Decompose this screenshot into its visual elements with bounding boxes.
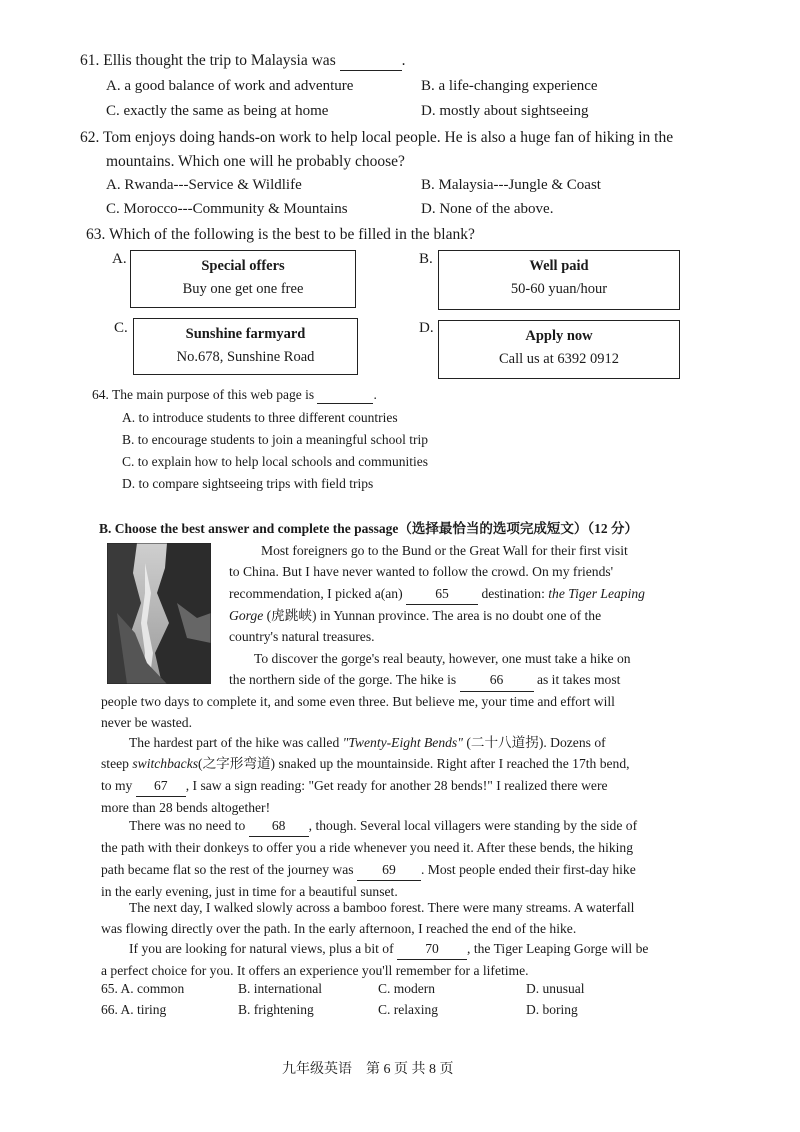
- q65-option-b[interactable]: B. international: [238, 981, 322, 996]
- q61-option-b[interactable]: B. a life-changing experience: [421, 78, 598, 94]
- q62-option-d[interactable]: D. None of the above.: [421, 201, 554, 217]
- q63-option-b-text: 50-60 yuan/hour: [510, 281, 608, 297]
- q63-option-a-box[interactable]: [130, 250, 356, 308]
- q61-stem-text: 61. Ellis thought the trip to Malaysia was: [80, 52, 336, 69]
- p3-line2: [101, 753, 685, 774]
- q63-option-c-box[interactable]: [133, 318, 358, 375]
- p4-line1-text: There was no need to: [129, 818, 246, 833]
- p6-line2: a perfect choice for you. It offers an experience you'll remember for a lifetime.: [101, 963, 529, 979]
- section-b-heading: B. Choose the best answer and complete the passage（选择最恰当的选项完成短文）（12 分）: [99, 521, 638, 536]
- p5-line1: The next day, I walked slowly across a bamboo forest. There were many streams. A waterfall: [129, 900, 635, 915]
- p3-line1-end: (二十八道拐). Dozens of: [466, 735, 606, 750]
- q64-period: .: [373, 387, 377, 402]
- p6-line1-text: If you are looking for natural views, plus a bit of: [129, 941, 394, 956]
- q66-option-d[interactable]: D. boring: [526, 1002, 578, 1017]
- p4-line4: in the early evening, just in time for a beautiful sunset.: [101, 883, 398, 899]
- p2-line2-text: the northern side of the gorge. The hike is: [229, 672, 457, 688]
- p4-line3-text: path became flat so the rest of the journey was: [101, 861, 354, 877]
- p3-line2-steep: steep: [101, 756, 129, 772]
- passage-paragraph-1: [229, 540, 685, 647]
- passage-paragraph-6: [101, 938, 685, 982]
- q63-letter-b: B.: [419, 251, 433, 267]
- p4-line3-end: . Most people ended their first-day hike: [420, 861, 636, 877]
- p3-line3-text: to my: [101, 777, 133, 793]
- p3-line1-text: The hardest part of the hike was called: [129, 735, 340, 750]
- q63-option-a-text: Buy one get one free: [182, 281, 304, 297]
- blank-69: 69: [357, 859, 421, 881]
- q62-option-a[interactable]: A. Rwanda---Service & Wildlife: [106, 177, 302, 193]
- p2-line2-end: as it takes most: [536, 672, 621, 688]
- q62-stem-line1: 62. Tom enjoys doing hands-on work to help local people. He is also a huge fan of hiking in the: [80, 129, 674, 146]
- p2-line4: never be wasted.: [101, 715, 192, 731]
- q63-option-c-title: Sunshine farmyard: [185, 326, 306, 342]
- p1-line1: Most foreigners go to the Bund or the Great Wall for their first visit: [261, 543, 628, 558]
- q63-option-d-text: Call us at 6392 0912: [498, 351, 620, 367]
- q62-stem-line2: mountains. Which one will he probably choose?: [106, 153, 405, 170]
- p6-line1: [101, 938, 685, 960]
- p4-line3: [101, 859, 685, 881]
- p4-line1-end: , though. Several local villagers were standing by the side of: [308, 818, 638, 833]
- p4-line1: [101, 815, 685, 837]
- p1-line3-dest: destination:: [481, 585, 545, 601]
- p3-line1-name: "Twenty-Eight Bends": [342, 735, 463, 750]
- q63-letter-c: C.: [114, 320, 128, 336]
- q64-blank: [317, 387, 373, 404]
- p3-line1: [101, 732, 685, 753]
- q64-stem-text: 64. The main purpose of this web page is: [92, 387, 315, 402]
- q61-blank: [340, 52, 402, 71]
- blank-65: 65: [406, 583, 478, 605]
- blank-67: 67: [136, 775, 186, 797]
- q65-option-d[interactable]: D. unusual: [526, 981, 585, 996]
- p1-line4-text: (虎跳峡) in Yunnan province. The area is no doubt one of the: [266, 607, 602, 623]
- p4-line2: the path with their donkeys to offer you a ride whenever you need it. After these bends, the hiking: [101, 840, 634, 856]
- p3-line2-end: (之字形弯道) snaked up the mountainside. Right after I reached the 17th bend,: [198, 756, 630, 772]
- q66-option-a[interactable]: 66. A. tiring: [101, 1002, 167, 1017]
- q64-option-c[interactable]: C. to explain how to help local schools and communities: [122, 454, 428, 469]
- page-footer: 九年级英语 第 6 页 共 8 页: [282, 1062, 454, 1077]
- q61-option-c[interactable]: C. exactly the same as being at home: [106, 103, 329, 119]
- q63-option-d-box[interactable]: [438, 320, 680, 379]
- passage-paragraph-2-top: [229, 648, 685, 692]
- q63-letter-d: D.: [419, 320, 434, 336]
- q64-option-a[interactable]: A. to introduce students to three different countries: [122, 410, 398, 425]
- gorge-photo: [107, 543, 211, 684]
- p2-line1: To discover the gorge's real beauty, however, one must take a hike on: [254, 651, 631, 666]
- p1-line3-text: recommendation, I picked a(an): [229, 585, 403, 601]
- blank-68: 68: [249, 815, 309, 837]
- p3-line3-end: , I saw a sign reading: "Get ready for another 28 bends!" I realized there were: [185, 777, 608, 793]
- q63-option-c-text: No.678, Sunshine Road: [176, 349, 315, 365]
- q61-stem: [80, 52, 405, 71]
- q66-option-c[interactable]: C. relaxing: [378, 1002, 438, 1017]
- p3-line3: [101, 775, 685, 797]
- q62-option-c[interactable]: C. Morocco---Community & Mountains: [106, 201, 348, 217]
- p1-line4: [229, 605, 685, 626]
- blank-66: 66: [460, 669, 534, 691]
- q61-option-a[interactable]: A. a good balance of work and adventure: [106, 78, 354, 94]
- p6-line1-end: , the Tiger Leaping Gorge will be: [467, 941, 649, 956]
- q64-stem: [92, 387, 377, 404]
- q63-option-d-title: Apply now: [525, 328, 593, 344]
- p3-line2-switchbacks: switchbacks: [132, 756, 199, 772]
- q65-option-a[interactable]: 65. A. common: [101, 981, 185, 996]
- q64-option-b[interactable]: B. to encourage students to join a meaningful school trip: [122, 432, 428, 447]
- p1-line2: to China. But I have never wanted to follow the crowd. On my friends': [229, 564, 614, 580]
- q61-option-d[interactable]: D. mostly about sightseeing: [421, 103, 589, 119]
- p3-line4: more than 28 bends altogether!: [101, 799, 271, 815]
- p1-line5: country's natural treasures.: [229, 629, 375, 645]
- p2-line3: people two days to complete it, and some even three. But believe me, your time and effort will: [101, 694, 615, 709]
- q61-period: .: [401, 52, 406, 69]
- blank-70: 70: [397, 938, 467, 960]
- q66-option-b[interactable]: B. frightening: [238, 1002, 314, 1017]
- passage-paragraph-5: [101, 897, 685, 940]
- passage-paragraph-3: [101, 732, 685, 818]
- p1-line3-place: the Tiger Leaping: [548, 585, 645, 601]
- passage-paragraph-2-bottom: [101, 691, 685, 734]
- q65-option-c[interactable]: C. modern: [378, 981, 435, 996]
- q63-option-b-title: Well paid: [529, 258, 589, 274]
- p2-line2: [229, 669, 685, 691]
- q63-option-b-box[interactable]: [438, 250, 680, 310]
- q63-letter-a: A.: [112, 251, 127, 267]
- p1-line3: [229, 583, 685, 605]
- q63-stem: 63. Which of the following is the best to be filled in the blank?: [86, 226, 475, 243]
- passage-paragraph-4: [101, 815, 685, 902]
- p5-line2: was flowing directly over the path. In the early afternoon, I reached the end of the hike.: [101, 921, 577, 937]
- q64-option-d[interactable]: D. to compare sightseeing trips with field trips: [122, 476, 374, 491]
- q63-option-a-title: Special offers: [201, 258, 285, 274]
- p1-line4-gorge: Gorge: [229, 607, 264, 623]
- q62-option-b[interactable]: B. Malaysia---Jungle & Coast: [421, 177, 601, 193]
